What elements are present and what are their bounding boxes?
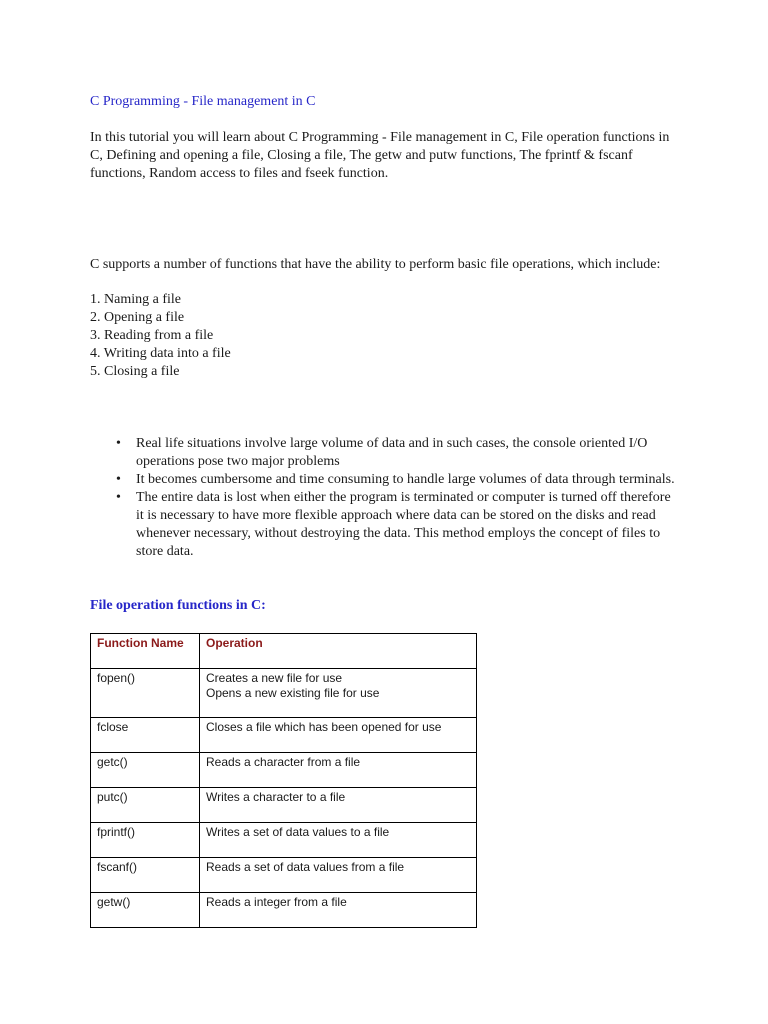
bullet-icon: • [116, 490, 121, 505]
operation-cell: Writes a character to a file [200, 788, 477, 823]
bullet-text: It becomes cumbersome and time consuming to handle large volumes of data through terminals. [136, 472, 675, 487]
bullet-item [116, 471, 676, 489]
list-item: 5. Closing a file [90, 364, 180, 379]
operation-cell: Reads a character from a file [200, 753, 477, 788]
function-name-cell: fclose [91, 718, 200, 753]
header-operation: Operation [200, 634, 477, 669]
problems-bullet-list [116, 435, 676, 561]
operation-cell: Writes a set of data values to a file [200, 823, 477, 858]
header-function-name: Function Name [91, 634, 200, 669]
bullet-icon: • [116, 436, 121, 451]
function-name-cell: putc() [91, 788, 200, 823]
table-header-row [91, 634, 477, 669]
list-item: 1. Naming a file [90, 292, 181, 307]
operation-cell: Closes a file which has been opened for use [200, 718, 477, 753]
table-row [91, 718, 477, 753]
table-row [91, 893, 477, 928]
operation-cell: Reads a integer from a file [200, 893, 477, 928]
file-operations-list [90, 291, 231, 381]
section-heading: File operation functions in C: [90, 598, 266, 613]
function-name-cell: fprintf() [91, 823, 200, 858]
list-item: 4. Writing data into a file [90, 346, 231, 361]
function-name-cell: getc() [91, 753, 200, 788]
bullet-item [116, 435, 676, 471]
bullet-text: The entire data is lost when either the program is terminated or computer is turned off therefore it is necessary to have more flexible approach where data can be stored on the disks and read whenever necessary, without destroying the data. This method employs the concept of files to store data. [136, 490, 671, 559]
table-row [91, 823, 477, 858]
function-name-cell: fopen() [91, 669, 200, 718]
operation-line: Opens a new existing file for use [206, 686, 380, 700]
table-row [91, 753, 477, 788]
function-name-cell: getw() [91, 893, 200, 928]
table-row [91, 669, 477, 718]
support-paragraph: C supports a number of functions that have the ability to perform basic file operations, which include: [90, 257, 661, 272]
list-item: 3. Reading from a file [90, 328, 214, 343]
operation-cell [200, 669, 477, 718]
page-title: C Programming - File management in C [90, 94, 316, 109]
bullet-item [116, 489, 676, 561]
function-name-cell: fscanf() [91, 858, 200, 893]
operation-cell: Reads a set of data values from a file [200, 858, 477, 893]
list-item: 2. Opening a file [90, 310, 185, 325]
table-row [91, 788, 477, 823]
bullet-text: Real life situations involve large volume of data and in such cases, the console oriented I/O operations pose two major problems [136, 436, 648, 469]
operation-line: Creates a new file for use [206, 671, 343, 685]
intro-paragraph: In this tutorial you will learn about C Programming - File management in C, File operation functions in C, Defining and opening a file, Closing a file, The getw and putw functions, The fprintf & fscanf functions, Random access to files and fseek function. [90, 130, 670, 181]
table-row [91, 858, 477, 893]
bullet-icon: • [116, 472, 121, 487]
function-table [90, 633, 477, 928]
